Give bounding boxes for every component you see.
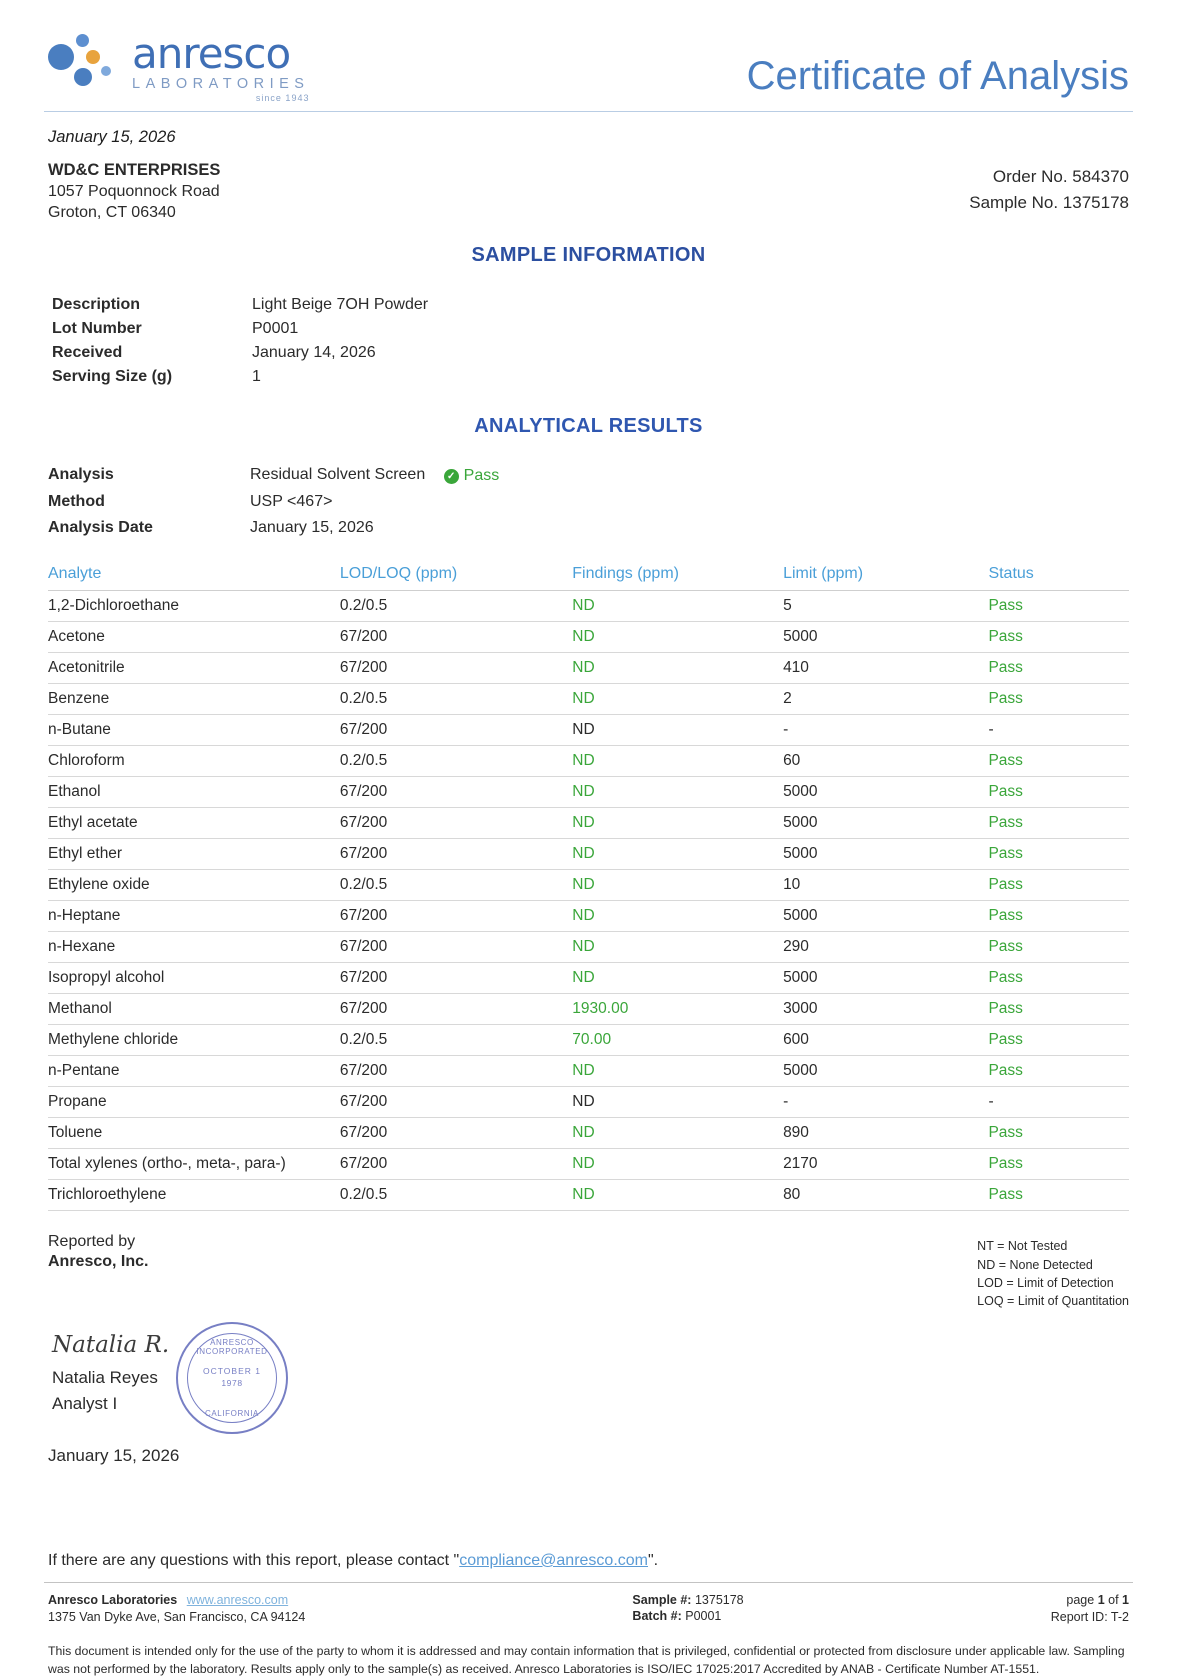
info-label-serving-size: Serving Size (g)	[52, 367, 173, 385]
cell-lodloq: 0.2/0.5	[340, 870, 572, 901]
cell-limit: 5000	[783, 777, 988, 808]
table-row	[48, 777, 1129, 808]
cell-findings: ND	[572, 591, 783, 622]
signature-date: January 15, 2026	[48, 1445, 180, 1465]
cell-lodloq: 67/200	[340, 932, 572, 963]
signature-script: Natalia R.	[52, 1331, 170, 1358]
cell-analyte: Acetone	[48, 622, 340, 653]
cell-findings: ND	[572, 870, 783, 901]
cell-findings: ND	[572, 839, 783, 870]
page-title: Certificate of Analysis	[746, 54, 1129, 98]
table-row	[52, 365, 852, 389]
client-address-line2: Groton, CT 06340	[48, 203, 176, 221]
sample-information-heading: SAMPLE INFORMATION	[471, 243, 706, 266]
table-row	[48, 462, 499, 490]
cell-status: -	[988, 1087, 1129, 1118]
cell-status: Pass	[988, 1025, 1129, 1056]
info-value-received: January 14, 2026	[252, 343, 376, 361]
cell-status: Pass	[988, 963, 1129, 994]
cell-lodloq: 0.2/0.5	[340, 1180, 572, 1211]
legend-loq: LOQ = Limit of Quantitation	[977, 1293, 1129, 1308]
analysis-date-label: Analysis Date	[48, 519, 153, 537]
cell-limit: 10	[783, 870, 988, 901]
cell-analyte: 1,2-Dichloroethane	[48, 591, 340, 622]
analytical-results-heading: ANALYTICAL RESULTS	[474, 414, 703, 437]
table-row	[48, 622, 1129, 653]
cell-lodloq: 67/200	[340, 839, 572, 870]
results-table-body	[48, 591, 1129, 1211]
footer-batch-label: Batch #:	[632, 1608, 682, 1623]
cell-lodloq: 67/200	[340, 963, 572, 994]
cell-limit: 5	[783, 591, 988, 622]
client-name: WD&C ENTERPRISES	[48, 160, 221, 179]
cell-limit: 410	[783, 653, 988, 684]
legend-lod: LOD = Limit of Detection	[977, 1275, 1114, 1290]
footer-divider	[44, 1582, 1133, 1583]
page-prefix: page	[1066, 1592, 1095, 1607]
cell-analyte: Ethyl ether	[48, 839, 340, 870]
cell-lodloq: 67/200	[340, 653, 572, 684]
stamp-top-text: ANRESCO INCORPORATED	[196, 1337, 268, 1356]
cell-findings: 70.00	[572, 1025, 783, 1056]
table-row	[48, 808, 1129, 839]
cell-findings: 1930.00	[572, 994, 783, 1025]
sample-number: Sample No. 1375178	[969, 193, 1129, 213]
cell-findings: ND	[572, 1056, 783, 1087]
cell-findings: ND	[572, 622, 783, 653]
cell-analyte: Benzene	[48, 684, 340, 715]
stamp-bottom-text: CALIFORNIA	[204, 1408, 259, 1418]
table-row	[48, 684, 1129, 715]
cell-analyte: Methylene chloride	[48, 1025, 340, 1056]
logo-mark-icon	[48, 28, 122, 92]
signature-role: Analyst I	[52, 1393, 118, 1413]
table-row	[48, 653, 1129, 684]
cell-status: Pass	[988, 932, 1129, 963]
cell-lodloq: 67/200	[340, 1056, 572, 1087]
compliance-email-link[interactable]: compliance@anresco.com	[459, 1551, 648, 1569]
cell-findings: ND	[572, 777, 783, 808]
cell-limit: 2	[783, 684, 988, 715]
cell-limit: 60	[783, 746, 988, 777]
reported-by-company: Anresco, Inc.	[48, 1253, 149, 1271]
cell-analyte: n-Heptane	[48, 901, 340, 932]
stamp-mid-text-2: 1978	[221, 1377, 243, 1388]
cell-analyte: n-Pentane	[48, 1056, 340, 1087]
cell-analyte: n-Hexane	[48, 932, 340, 963]
cell-status: Pass	[988, 901, 1129, 932]
cell-limit: 3000	[783, 994, 988, 1025]
table-row	[52, 293, 852, 317]
cell-lodloq: 67/200	[340, 622, 572, 653]
cell-analyte: Propane	[48, 1087, 340, 1118]
footer-lab-address: 1375 Van Dyke Ave, San Francisco, CA 94124	[48, 1609, 306, 1624]
company-stamp-icon	[176, 1322, 288, 1434]
method-label: Method	[48, 493, 105, 511]
page-total: 1	[1122, 1592, 1129, 1607]
contact-line	[48, 1552, 1129, 1570]
cell-status: Pass	[988, 746, 1129, 777]
table-row	[48, 715, 1129, 746]
cell-lodloq: 0.2/0.5	[340, 591, 572, 622]
reported-by-label: Reported by	[48, 1233, 136, 1251]
anresco-logo	[48, 28, 309, 103]
legend-nd: ND = None Detected	[977, 1257, 1093, 1272]
footer-sample-block	[612, 1593, 743, 1627]
cell-status: -	[988, 715, 1129, 746]
table-row	[52, 341, 852, 365]
contact-prefix: If there are any questions with this report, please contact "	[48, 1551, 460, 1569]
cell-findings: ND	[572, 746, 783, 777]
cell-limit: 5000	[783, 622, 988, 653]
table-row	[48, 1056, 1129, 1087]
footer-disclaimer: This document is intended only for the use of the party to whom it is addressed and may contain information that is privileged, confidential or protected from disclosure under applicable law. Sampling was not performed by the laboratory. Results apply only to the sample(s) as received. Anresco Laboratories is ISO/IEC 17025:2017 Accredited by ANAB - Certificate Number AT-1551.	[48, 1643, 1125, 1676]
cell-limit: 890	[783, 1118, 988, 1149]
cell-findings: ND	[572, 1149, 783, 1180]
info-label-received: Received	[52, 343, 123, 361]
cell-status: Pass	[988, 870, 1129, 901]
cell-findings: ND	[572, 932, 783, 963]
cell-findings: ND	[572, 715, 783, 746]
analysis-value: Residual Solvent Screen	[250, 465, 426, 483]
cell-findings: ND	[572, 1180, 783, 1211]
cell-findings: ND	[572, 653, 783, 684]
cell-analyte: Chloroform	[48, 746, 340, 777]
logo-subtitle: LABORATORIES	[132, 75, 310, 92]
table-row	[48, 1025, 1129, 1056]
page-of: of	[1108, 1592, 1119, 1607]
cell-lodloq: 67/200	[340, 1118, 572, 1149]
footer-batch-value: P0001	[685, 1608, 722, 1623]
cell-lodloq: 0.2/0.5	[340, 1025, 572, 1056]
stamp-mid-text-1: OCTOBER 1	[203, 1365, 261, 1376]
status-badge-label: Pass	[463, 467, 500, 485]
analysis-summary	[48, 462, 499, 542]
method-value: USP <467>	[250, 493, 333, 511]
info-value-serving-size: 1	[252, 367, 261, 385]
order-number: Order No. 584370	[992, 166, 1129, 186]
column-header-findings: Findings (ppm)	[572, 561, 783, 591]
cell-limit: -	[783, 715, 988, 746]
cell-limit: 600	[783, 1025, 988, 1056]
cell-status: Pass	[988, 994, 1129, 1025]
cell-analyte: Methanol	[48, 994, 340, 1025]
results-table	[48, 561, 1129, 1211]
cell-findings: ND	[572, 808, 783, 839]
table-row	[48, 839, 1129, 870]
info-label-lot-number: Lot Number	[52, 319, 142, 337]
logo-wordmark: anresco	[132, 29, 291, 78]
footer-lab-block	[48, 1593, 305, 1627]
cell-findings: ND	[572, 901, 783, 932]
footer-page-block	[1051, 1593, 1129, 1627]
cell-limit: 5000	[783, 1056, 988, 1087]
check-icon: ✓	[444, 469, 459, 484]
cell-analyte: n-Butane	[48, 715, 340, 746]
report-id: Report ID: T-2	[1050, 1609, 1129, 1624]
cell-lodloq: 0.2/0.5	[340, 746, 572, 777]
table-row	[48, 932, 1129, 963]
analysis-date-value: January 15, 2026	[250, 519, 374, 537]
cell-analyte: Isopropyl alcohol	[48, 963, 340, 994]
status-badge	[444, 467, 500, 485]
legend-block	[977, 1233, 1129, 1310]
cell-lodloq: 67/200	[340, 777, 572, 808]
cell-findings: ND	[572, 1118, 783, 1149]
signature-name: Natalia Reyes	[52, 1367, 158, 1387]
column-header-limit: Limit (ppm)	[783, 561, 988, 591]
cell-analyte: Ethylene oxide	[48, 870, 340, 901]
table-row	[48, 591, 1129, 622]
table-row	[48, 870, 1129, 901]
logo-since: since 1943	[255, 92, 310, 103]
reported-row	[48, 1233, 1129, 1310]
table-row	[48, 1087, 1129, 1118]
info-value-lot-number: P0001	[252, 319, 299, 337]
cell-analyte: Acetonitrile	[48, 653, 340, 684]
cell-status: Pass	[988, 1180, 1129, 1211]
footer-sample-value: 1375178	[694, 1592, 744, 1607]
cell-limit: 80	[783, 1180, 988, 1211]
cell-status: Pass	[988, 839, 1129, 870]
table-header-row	[48, 561, 1129, 591]
client-address-line1: 1057 Poquonnock Road	[48, 182, 220, 200]
reported-by	[48, 1233, 148, 1310]
client-block	[48, 128, 220, 222]
table-row	[48, 994, 1129, 1025]
table-row	[48, 1149, 1129, 1180]
cell-status: Pass	[988, 1149, 1129, 1180]
footer-columns	[48, 1593, 1129, 1627]
cell-limit: 5000	[783, 808, 988, 839]
cell-status: Pass	[988, 684, 1129, 715]
footer-lab-name: Anresco Laboratories	[48, 1592, 178, 1607]
cell-status: Pass	[988, 1056, 1129, 1087]
cell-status: Pass	[988, 591, 1129, 622]
meta-section	[0, 112, 1177, 222]
cell-lodloq: 67/200	[340, 1087, 572, 1118]
contact-suffix: ".	[648, 1551, 659, 1569]
analysis-value-cell	[250, 462, 499, 490]
table-row	[48, 1180, 1129, 1211]
cell-status: Pass	[988, 653, 1129, 684]
table-row	[48, 901, 1129, 932]
cell-analyte: Trichloroethylene	[48, 1180, 340, 1211]
lab-website-link[interactable]: www.anresco.com	[186, 1592, 289, 1607]
analysis-label: Analysis	[48, 465, 114, 483]
cell-lodloq: 0.2/0.5	[340, 684, 572, 715]
cell-status: Pass	[988, 622, 1129, 653]
cell-findings: ND	[572, 684, 783, 715]
page-header	[0, 0, 1177, 103]
results-table-wrap	[48, 561, 1129, 1211]
cell-limit: 5000	[783, 963, 988, 994]
cell-lodloq: 67/200	[340, 901, 572, 932]
signature-area	[48, 1332, 468, 1440]
column-header-status: Status	[988, 561, 1129, 591]
cell-analyte: Ethanol	[48, 777, 340, 808]
cell-status: Pass	[988, 777, 1129, 808]
info-label-description: Description	[52, 295, 141, 313]
cell-limit: 2170	[783, 1149, 988, 1180]
page-current: 1	[1097, 1592, 1105, 1607]
footer-sample-label: Sample #:	[632, 1592, 692, 1607]
table-row	[48, 1118, 1129, 1149]
order-block	[969, 128, 1129, 222]
info-value-description: Light Beige 7OH Powder	[252, 295, 429, 313]
cell-lodloq: 67/200	[340, 1149, 572, 1180]
sample-information-table	[52, 293, 852, 389]
cell-status: Pass	[988, 808, 1129, 839]
cell-limit: 5000	[783, 901, 988, 932]
table-row	[48, 963, 1129, 994]
cell-lodloq: 67/200	[340, 808, 572, 839]
cell-analyte: Total xylenes (ortho-, meta-, para-)	[48, 1149, 340, 1180]
table-row	[52, 317, 852, 341]
cell-status: Pass	[988, 1118, 1129, 1149]
cell-analyte: Toluene	[48, 1118, 340, 1149]
table-row	[48, 489, 499, 515]
report-date: January 15, 2026	[48, 127, 176, 146]
legend-nt: NT = Not Tested	[977, 1239, 1068, 1254]
column-header-lodloq: LOD/LOQ (ppm)	[340, 561, 572, 591]
cell-limit: 290	[783, 932, 988, 963]
table-row	[48, 515, 499, 541]
table-row	[48, 746, 1129, 777]
cell-limit: 5000	[783, 839, 988, 870]
column-header-analyte: Analyte	[48, 561, 340, 591]
cell-lodloq: 67/200	[340, 994, 572, 1025]
cell-lodloq: 67/200	[340, 715, 572, 746]
cell-findings: ND	[572, 1087, 783, 1118]
cell-findings: ND	[572, 963, 783, 994]
cell-limit: -	[783, 1087, 988, 1118]
cell-analyte: Ethyl acetate	[48, 808, 340, 839]
